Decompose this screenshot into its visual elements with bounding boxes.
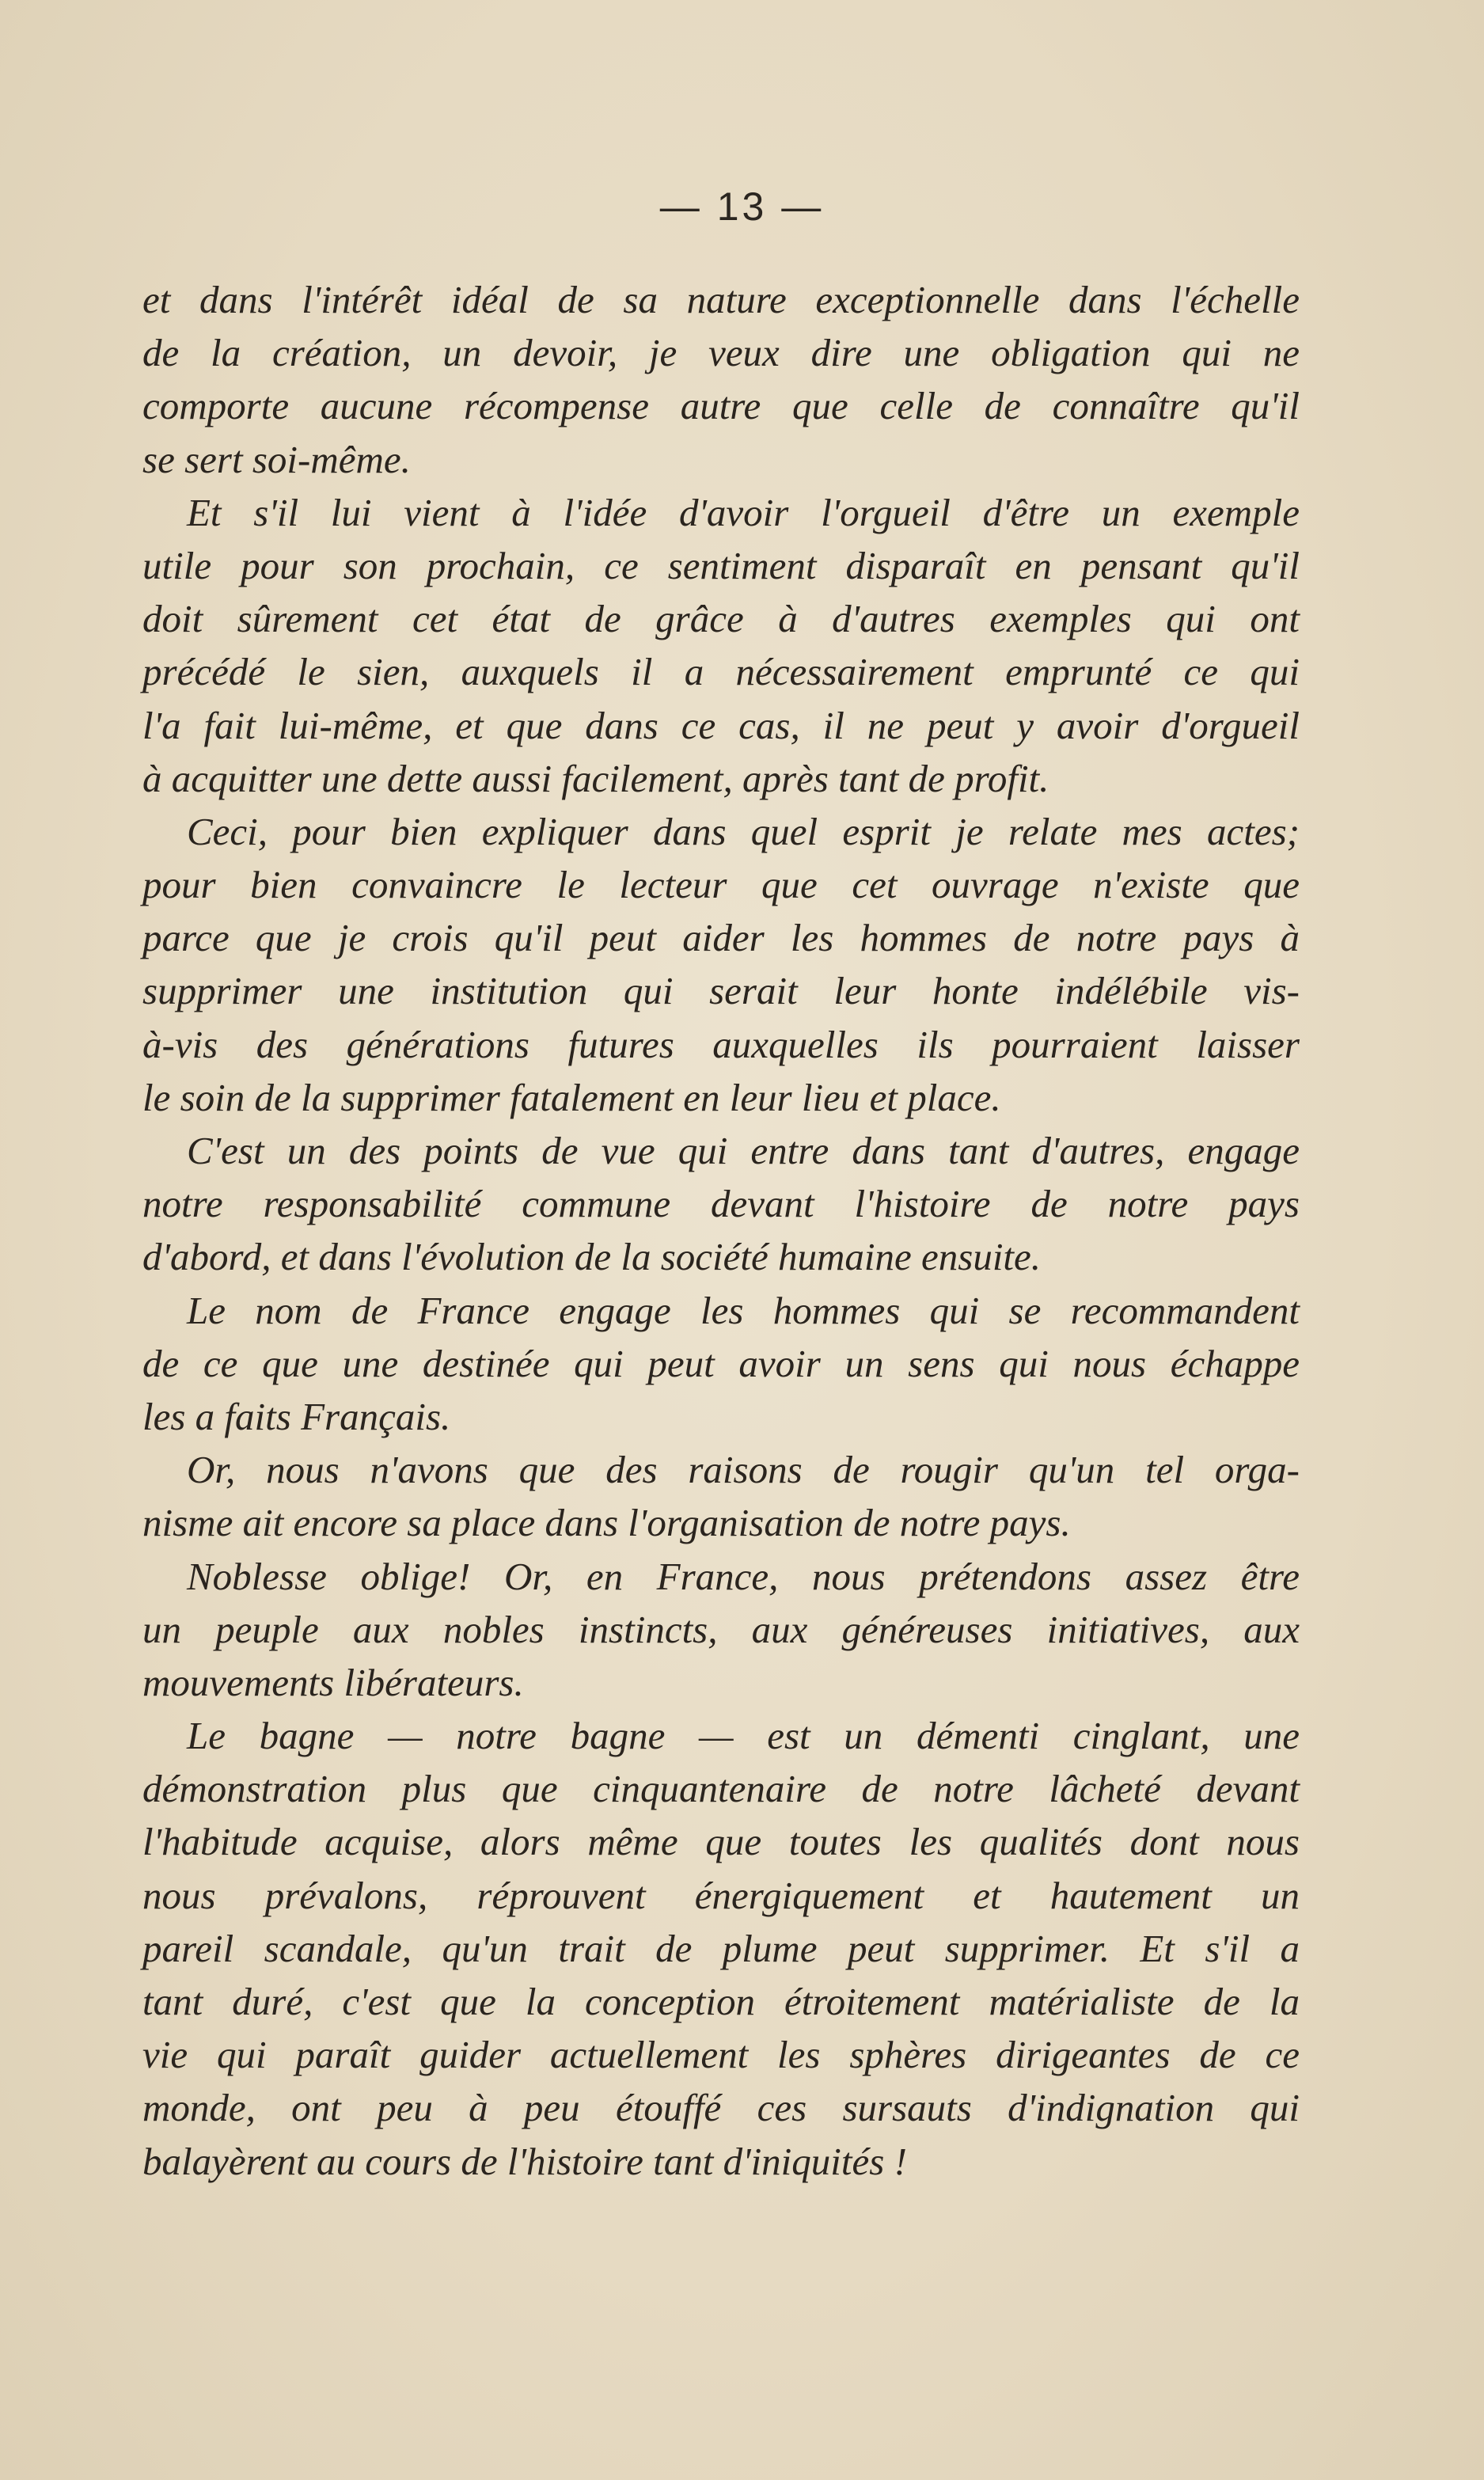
text-line: C'est un des points de vue qui entre dans tant d'autres, engage [187,1129,1300,1172]
text-line: nisme ait encore sa place dans l'organisation de notre pays. [142,1501,1071,1545]
text-line: doit sûrement cet état de grâce à d'autres exemples qui ont [142,597,1300,641]
text-line: Le bagne — notre bagne — est un démenti cinglant, une [187,1714,1300,1758]
text-line: d'abord, et dans l'évolution de la société humaine ensuite. [142,1235,1042,1279]
paragraph [142,273,1300,486]
text-line: Ceci, pour bien expliquer dans quel esprit je relate mes actes; [187,809,1300,853]
text-line: à-vis des générations futures auxquelles ils pourraient laisser [142,1022,1300,1066]
text-line: se sert soi-même. [142,437,411,481]
text-line: parce que je crois qu'il peut aider les hommes de notre pays à [142,916,1300,960]
paragraph [142,805,1300,1124]
text-line: l'a fait lui-même, et que dans ce cas, il ne peut y avoir d'orgueil [142,703,1300,747]
text-line: démonstration plus que cinquantenaire de notre lâcheté devant [142,1767,1300,1811]
text-line: supprimer une institution qui serait leur honte indélébile vis- [142,969,1300,1013]
text-line: pour bien convaincre le lecteur que cet ouvrage n'existe que [142,863,1300,907]
text-line: de la création, un devoir, je veux dire une obligation qui ne [142,331,1300,375]
text-line: vie qui paraît guider actuellement les sphères dirigeantes de ce [142,2033,1300,2077]
text-line: tant duré, c'est que la conception étroitement matérialiste de la [142,1980,1300,2023]
text-line: l'habitude acquise, alors même que toutes les qualités dont nous [142,1820,1300,1864]
text-line: monde, ont peu à peu étouffé ces sursauts d'indignation qui [142,2086,1300,2130]
text-line: balayèrent au cours de l'histoire tant d'iniquités ! [142,2139,907,2183]
text-line: mouvements libérateurs. [142,1660,524,1704]
body-text [142,273,1300,2188]
text-line: nous prévalons, réprouvent énergiquement et hautement un [142,1873,1300,1917]
text-line: le soin de la supprimer fatalement en leur lieu et place. [142,1075,1001,1119]
text-line: notre responsabilité commune devant l'histoire de notre pays [142,1182,1300,1226]
text-line: à acquitter une dette aussi facilement, après tant de profit. [142,756,1049,800]
paragraph [142,486,1300,805]
text-line: comporte aucune récompense autre que celle de connaître qu'il [142,384,1300,428]
text-line: Le nom de France engage les hommes qui se recommandent [187,1288,1300,1332]
text-line: un peuple aux nobles instincts, aux généreuses initiatives, aux [142,1607,1300,1651]
text-line: pareil scandale, qu'un trait de plume peut supprimer. Et s'il a [142,1926,1300,1970]
paragraph [142,1124,1300,1284]
paragraph [142,1284,1300,1444]
text-line: Or, nous n'avons que des raisons de rougir qu'un tel orga- [187,1448,1300,1492]
text-line: Et s'il lui vient à l'idée d'avoir l'orgueil d'être un exemple [187,490,1300,534]
paragraph [142,1550,1300,1710]
text-line: les a faits Français. [142,1394,451,1438]
paragraph [142,1709,1300,2188]
text-line: précédé le sien, auxquels il a nécessairement emprunté ce qui [142,650,1300,694]
paragraph [142,1443,1300,1549]
text-line: et dans l'intérêt idéal de sa nature exceptionnelle dans l'échelle [142,278,1300,321]
text-line: utile pour son prochain, ce sentiment disparaît en pensant qu'il [142,543,1300,587]
text-line: de ce que une destinée qui peut avoir un sens qui nous échappe [142,1341,1300,1385]
text-line: Noblesse oblige! Or, en France, nous prétendons assez être [187,1554,1300,1598]
page-number: — 13 — [659,184,825,229]
